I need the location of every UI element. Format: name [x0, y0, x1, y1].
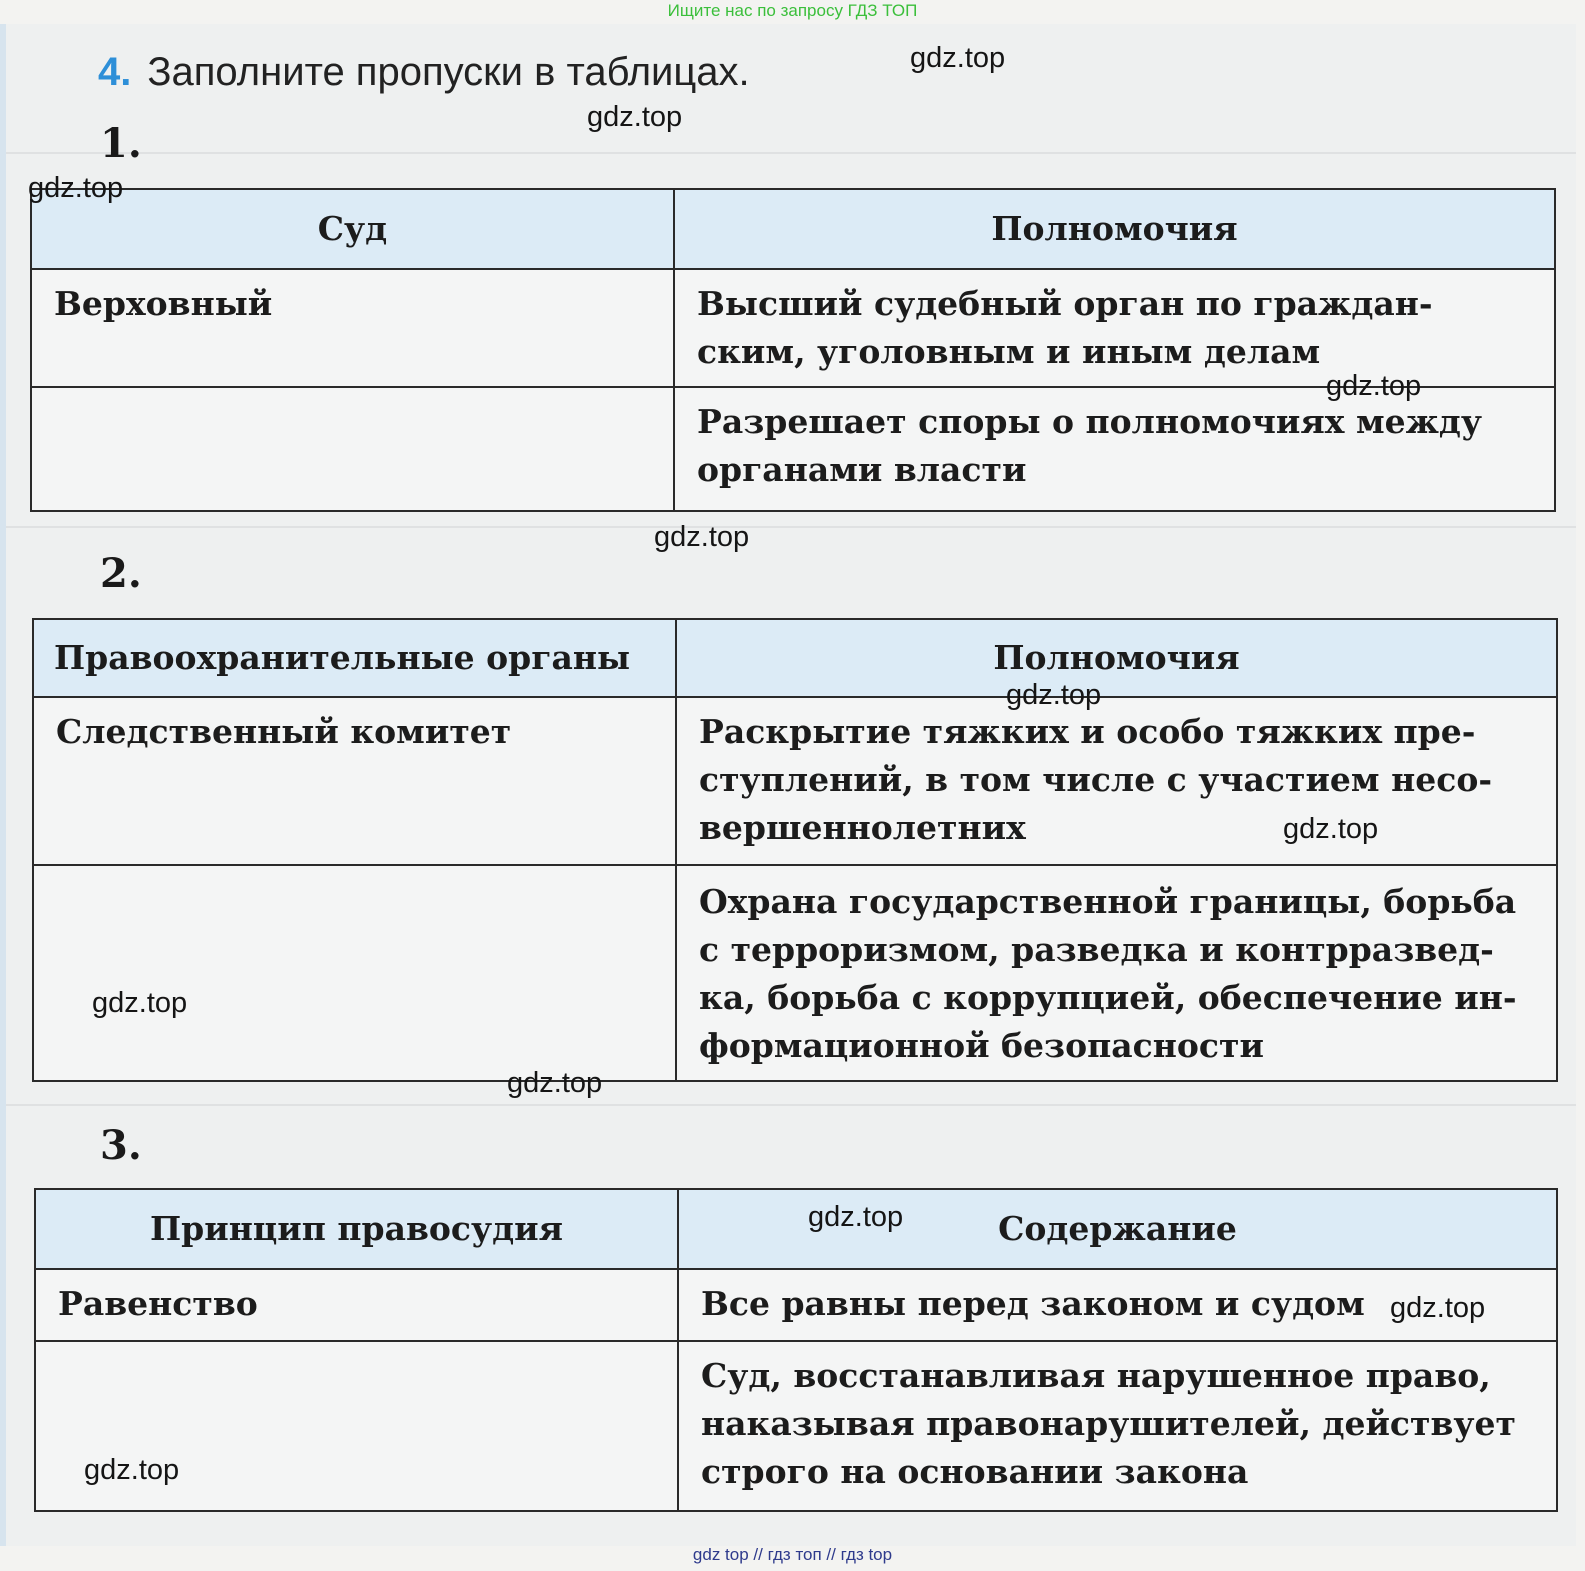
- watermark: gdz.top: [808, 1201, 904, 1233]
- watermark: gdz.top: [507, 1067, 603, 1099]
- table-header-row: [31, 189, 1555, 269]
- table-cell: Раскрытие тяжких и особо тяжких пре-ступлений, в том числе с участием несо-вершеннолетних: [676, 697, 1557, 865]
- table-cell: Разрешает споры о полномочиях между органами власти: [674, 387, 1555, 511]
- watermark: gdz.top: [1283, 813, 1379, 845]
- column-header: Суд: [31, 189, 674, 269]
- table-row: [33, 865, 1557, 1081]
- table-justice-principles: [34, 1188, 1558, 1512]
- table-header-row: [35, 1189, 1557, 1269]
- table-cell: Равенство: [35, 1269, 678, 1341]
- table-cell: Охрана государственной границы, борьба с терроризмом, разведка и контрразвед-ка, борьба с коррупцией, обеспечение ин-формационной безопасности: [676, 865, 1557, 1081]
- table-courts: [30, 188, 1556, 512]
- task-heading: [98, 50, 750, 95]
- bleed-line: [6, 526, 1576, 528]
- watermark: gdz.top: [28, 172, 124, 204]
- column-header: Принцип правосудия: [35, 1189, 678, 1269]
- watermark: gdz.top: [1326, 370, 1422, 402]
- section-label: 1.: [100, 120, 142, 167]
- column-header: Правоохранительные органы: [33, 619, 676, 697]
- watermark: gdz.top: [1390, 1292, 1486, 1324]
- bottom-banner: gdz top // гдз топ // гдз top: [692, 1545, 893, 1564]
- table-header-row: [33, 619, 1557, 697]
- table-cell-blank: [31, 387, 674, 511]
- watermark: gdz.top: [587, 101, 683, 133]
- task-title: Заполните пропуски в таблицах.: [147, 50, 750, 94]
- table-row: [35, 1269, 1557, 1341]
- section-label: 3.: [100, 1122, 142, 1169]
- table-cell: Верховный: [31, 269, 674, 387]
- table-law-enforcement: [32, 618, 1558, 1082]
- watermark: gdz.top: [84, 1454, 180, 1486]
- table-row: [31, 387, 1555, 511]
- table-cell-blank: [33, 865, 676, 1081]
- table-row: [35, 1341, 1557, 1511]
- column-header: Полномочия: [676, 619, 1557, 697]
- section-label: 2.: [100, 550, 142, 597]
- watermark: gdz.top: [910, 42, 1006, 74]
- column-header: Содержание: [678, 1189, 1557, 1269]
- watermark: gdz.top: [654, 521, 750, 553]
- bleed-line: [6, 1104, 1576, 1106]
- task-number: 4.: [98, 50, 132, 94]
- table-cell: Следственный комитет: [33, 697, 676, 865]
- column-header: Полномочия: [674, 189, 1555, 269]
- table-cell: Все равны перед законом и судом: [678, 1269, 1557, 1341]
- table-cell: Высший судебный орган по граждан-ским, уголовным и иным делам: [674, 269, 1555, 387]
- top-banner: Ищите нас по запросу ГДЗ ТОП: [667, 1, 918, 20]
- watermark: gdz.top: [1006, 679, 1102, 711]
- table-cell: Суд, восстанавливая нарушенное право, наказывая правонарушителей, действует строго на основании закона: [678, 1341, 1557, 1511]
- bleed-line: [6, 152, 1576, 154]
- watermark: gdz.top: [92, 987, 188, 1019]
